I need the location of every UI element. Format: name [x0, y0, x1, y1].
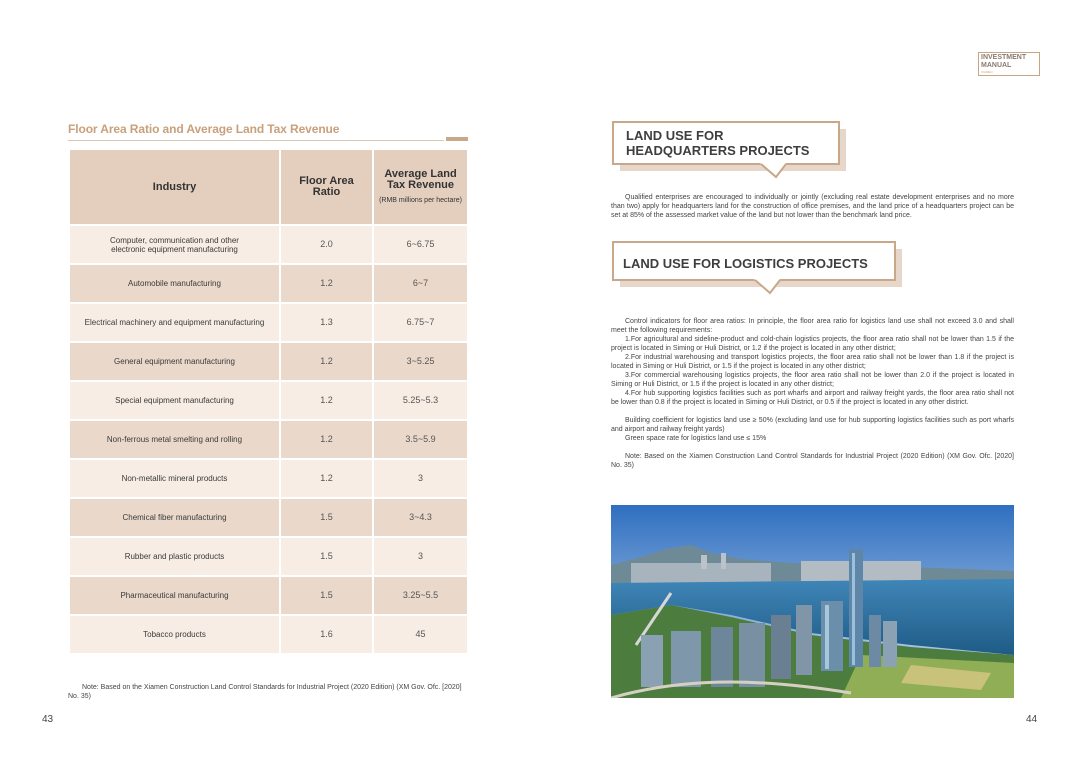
tax-revenue-header-label: Average Land Tax Revenue [384, 167, 457, 191]
logistics-paragraph: Control indicators for floor area ratios: In principle, the floor area ratio for logistics land use shall not exceed 3.0 and shall meet the following requirements: [611, 318, 1014, 334]
logistics-paragraph: 1.For agricultural and sideline-product and cold-chain logistics projects, the floor area ratio shall not be lower than 1.5 if the project is located in Siming or Huli District, or 1.2 if the project is located in any other district; [611, 336, 1014, 352]
table-row [69, 303, 468, 342]
table-row [69, 342, 468, 381]
industry-cell: Rubber and plastic products [69, 537, 280, 576]
city-skyline-photo [611, 505, 1014, 698]
table-row [69, 615, 468, 654]
column-header-industry: Industry [69, 149, 280, 225]
ratio-cell: 1.2 [280, 342, 373, 381]
logistics-heading-text: LAND USE FOR LOGISTICS PROJECTS [623, 256, 868, 271]
revenue-cell: 45 [373, 615, 468, 654]
table-row [69, 420, 468, 459]
hq-paragraph-text: Qualified enterprises are encouraged to individually or jointly (excluding real estate development enterprises and no more than two) apply for headquarters land for the construction of office premises, and the land price of a headquarters project can be set at 85% of the assessed market value of the land but not lower than the benchmark land price. [611, 194, 1014, 219]
ratio-cell: 1.2 [280, 420, 373, 459]
industry-cell: Non-ferrous metal smelting and rolling [69, 420, 280, 459]
table-row [69, 225, 468, 264]
table-row [69, 537, 468, 576]
ratio-cell: 1.6 [280, 615, 373, 654]
left-footnote [68, 683, 468, 701]
table-header-row [69, 149, 468, 225]
table-row [69, 459, 468, 498]
industry-cell: Chemical fiber manufacturing [69, 498, 280, 537]
brand-line-3: XIAMEN [981, 70, 993, 74]
ratio-cell: 1.5 [280, 576, 373, 615]
table-row [69, 381, 468, 420]
ratio-cell: 1.2 [280, 264, 373, 303]
callout-tail [760, 163, 790, 181]
page-number-left: 43 [42, 714, 54, 725]
revenue-cell: 6.75~7 [373, 303, 468, 342]
revenue-cell: 3~4.3 [373, 498, 468, 537]
industry-cell: Automobile manufacturing [69, 264, 280, 303]
building-coefficient-text: Building coefficient for logistics land use ≥ 50% (excluding land use for hub supporting logistics facilities such as port wharfs and airport and railway freight yards) [611, 417, 1014, 433]
table-row [69, 498, 468, 537]
industry-cell: Non-metallic mineral products [69, 459, 280, 498]
brand-logo [978, 52, 1040, 76]
revenue-cell: 3 [373, 459, 468, 498]
logistics-body [611, 317, 1014, 470]
tax-revenue-unit: (RMB millions per hectare) [379, 196, 462, 204]
left-footnote-text: Note: Based on the Xiamen Construction Land Control Standards for Industrial Project (2020 Edition) (XM Gov. Ofc. [2020] No. 35) [68, 684, 462, 700]
hq-heading-line-2: HEADQUARTERS PROJECTS [626, 143, 810, 158]
hq-paragraph [611, 193, 1014, 220]
title-rule [68, 140, 444, 141]
hq-heading-box [612, 121, 840, 165]
revenue-cell: 3.5~5.9 [373, 420, 468, 459]
ratio-cell: 2.0 [280, 225, 373, 264]
city-skyline-illustration [611, 505, 1014, 698]
industry-cell: Electrical machinery and equipment manufacturing [69, 303, 280, 342]
revenue-cell: 3~5.25 [373, 342, 468, 381]
industry-cell: Special equipment manufacturing [69, 381, 280, 420]
brand-line-1: INVESTMENT [981, 54, 1027, 61]
table-row [69, 264, 468, 303]
logistics-paragraph: 3.For commercial warehousing logistics projects, the floor area ratio shall not be lower than 2.0 if the project is located in Siming or Huli District, or 1.5 if the project is located in any other district; [611, 372, 1014, 388]
ratio-cell: 1.2 [280, 459, 373, 498]
industry-cell: Computer, communication and other electronic equipment manufacturing [69, 225, 280, 264]
industry-cell: General equipment manufacturing [69, 342, 280, 381]
title-rule-accent [446, 137, 468, 141]
revenue-cell: 6~7 [373, 264, 468, 303]
hq-heading-callout [612, 121, 848, 183]
logistics-paragraph: 4.For hub supporting logistics facilities such as port wharfs and airport and railway freight yards, the floor area ratio shall not be lower than 0.8 if the project is located in Siming or Huli District, or 0.5 if the project is located in any other district. [611, 390, 1014, 406]
section-title: Floor Area Ratio and Average Land Tax Revenue [68, 122, 340, 136]
ratio-cell: 1.5 [280, 537, 373, 576]
industry-cell: Pharmaceutical manufacturing [69, 576, 280, 615]
page-number-right: 44 [1026, 714, 1038, 725]
brand-line-2: MANUAL [981, 62, 1012, 69]
revenue-cell: 5.25~5.3 [373, 381, 468, 420]
revenue-cell: 6~6.75 [373, 225, 468, 264]
land-tax-table [68, 148, 469, 655]
logistics-heading-callout [612, 241, 904, 299]
ratio-cell: 1.2 [280, 381, 373, 420]
column-header-floor-area-ratio: Floor Area Ratio [280, 149, 373, 225]
industry-cell: Tobacco products [69, 615, 280, 654]
ratio-cell: 1.5 [280, 498, 373, 537]
revenue-cell: 3.25~5.5 [373, 576, 468, 615]
ratio-cell: 1.3 [280, 303, 373, 342]
logistics-heading-box [612, 241, 896, 281]
logistics-paragraph: 2.For industrial warehousing and transport logistics projects, the floor area ratio shall not be lower than 1.8 if the project is located in Siming or Huli District, or 1.5 if the project is located in any other district; [611, 354, 1014, 370]
table-row [69, 576, 468, 615]
green-space-text: Green space rate for logistics land use ≤ 15% [625, 435, 767, 442]
column-header-tax-revenue [373, 149, 468, 225]
callout-tail [754, 279, 784, 297]
revenue-cell: 3 [373, 537, 468, 576]
right-footnote-text: Note: Based on the Xiamen Construction Land Control Standards for Industrial Project (2020 Edition) (XM Gov. Ofc. [2020] No. 35) [611, 453, 1014, 469]
hq-heading-line-1: LAND USE FOR [626, 128, 724, 143]
